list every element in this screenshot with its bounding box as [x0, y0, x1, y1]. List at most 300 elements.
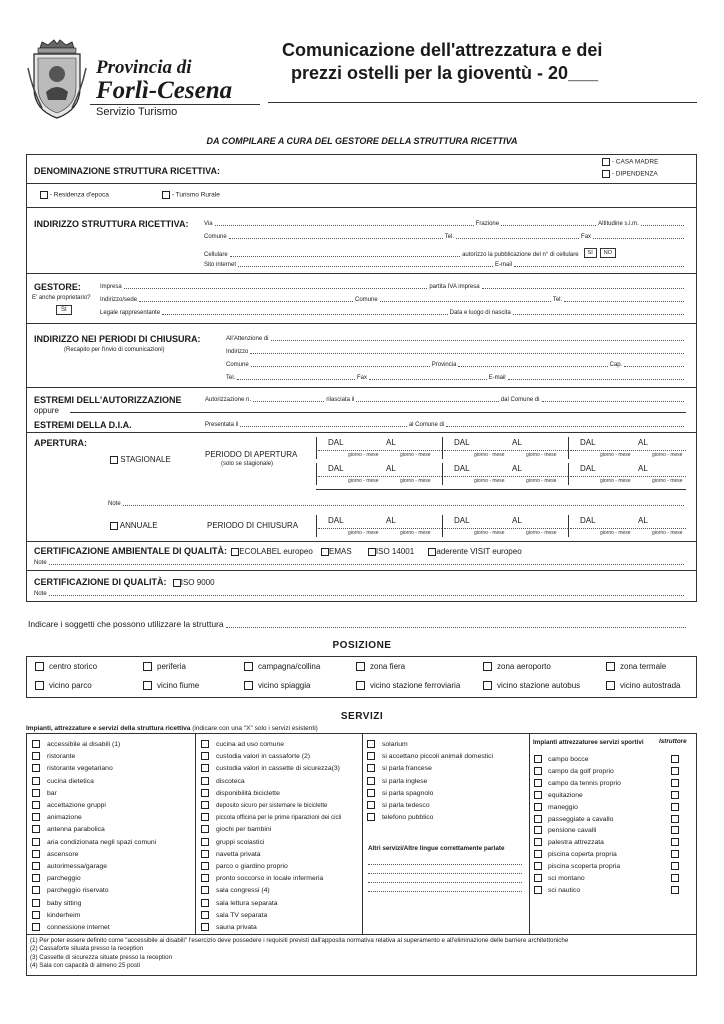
- posizione-option[interactable]: [356, 662, 405, 671]
- giorno-mese-caption: giorno - mese: [400, 452, 431, 458]
- servizio-item[interactable]: [32, 789, 57, 797]
- servizio-checkbox[interactable]: [201, 886, 209, 894]
- posizione-checkbox[interactable]: [356, 662, 365, 671]
- servizio-checkbox[interactable]: [201, 850, 209, 858]
- istruttore-checkbox[interactable]: [671, 767, 679, 775]
- posizione-label: centro storico: [49, 662, 98, 671]
- posizione-checkbox[interactable]: [143, 662, 152, 671]
- cellulare-row[interactable]: [204, 248, 616, 258]
- period-divider: [316, 437, 317, 459]
- casa-madre-checkbox[interactable]: [602, 158, 610, 166]
- sport-checkbox[interactable]: [534, 791, 542, 799]
- posizione-checkbox[interactable]: [244, 662, 253, 671]
- legale-row[interactable]: [100, 310, 686, 316]
- servizio-checkbox[interactable]: [367, 752, 375, 760]
- giorno-mese-caption: giorno - mese: [400, 478, 431, 484]
- cert-amb-note-row[interactable]: [34, 560, 686, 566]
- servizio-label: bar: [47, 789, 57, 797]
- sport-label: campo da tennis proprio: [548, 779, 621, 787]
- al-label: AL: [638, 516, 648, 525]
- servizio-label: animazione: [47, 813, 82, 821]
- servizio-checkbox[interactable]: [201, 801, 209, 809]
- servizio-checkbox[interactable]: [367, 740, 375, 748]
- posizione-option[interactable]: [35, 662, 97, 671]
- servizio-checkbox[interactable]: [32, 886, 40, 894]
- servizio-item[interactable]: [32, 850, 78, 858]
- al-label: AL: [638, 438, 648, 447]
- servizio-item[interactable]: [201, 813, 341, 821]
- servizio-item[interactable]: [32, 801, 106, 809]
- servizio-checkbox[interactable]: [201, 825, 209, 833]
- servizi-title: SERVIZI: [340, 711, 384, 722]
- servizio-item[interactable]: [367, 740, 408, 748]
- impresa-row[interactable]: [100, 284, 686, 290]
- sport-item[interactable]: [534, 803, 578, 811]
- servizio-checkbox[interactable]: [32, 825, 40, 833]
- residenza-option[interactable]: [40, 191, 109, 199]
- servizio-checkbox[interactable]: [367, 777, 375, 785]
- giorno-mese-caption: giorno - mese: [348, 530, 379, 536]
- date-line[interactable]: [570, 450, 686, 451]
- stagionale-checkbox[interactable]: [110, 456, 118, 464]
- istruttore-checkbox[interactable]: [671, 803, 679, 811]
- autorizzo-no-box[interactable]: NO: [600, 248, 616, 258]
- istruttore-checkbox[interactable]: [671, 874, 679, 882]
- giorno-mese-caption: giorno - mese: [600, 452, 631, 458]
- servizio-checkbox[interactable]: [367, 789, 375, 797]
- autorizzazione-row[interactable]: [205, 397, 686, 403]
- chiusura-email-label: E-mail: [488, 375, 506, 381]
- impresa-label: Impresa: [100, 284, 122, 290]
- servizi-col-divider: [362, 733, 363, 934]
- period-divider: [442, 437, 443, 459]
- servizio-item[interactable]: [201, 752, 310, 760]
- posizione-checkbox[interactable]: [35, 662, 44, 671]
- sito-row[interactable]: [204, 262, 686, 268]
- servizio-label: deposito sicuro per sistemare le biciclette: [216, 801, 328, 809]
- proprietario-si-box[interactable]: SI: [56, 305, 72, 315]
- servizio-item[interactable]: [367, 801, 430, 809]
- posizione-option[interactable]: [143, 681, 199, 690]
- posizione-checkbox[interactable]: [606, 662, 615, 671]
- period-divider: [568, 515, 569, 537]
- footnotes: [30, 937, 690, 971]
- servizio-item[interactable]: [201, 801, 327, 809]
- sport-item[interactable]: [534, 886, 580, 894]
- servizio-label: disponibilità biciclette: [216, 789, 280, 797]
- servizio-item[interactable]: [201, 777, 245, 785]
- giorno-mese-caption: giorno - mese: [526, 478, 557, 484]
- sport-item[interactable]: [534, 755, 588, 763]
- posizione-checkbox[interactable]: [35, 681, 44, 690]
- istruttore-checkbox[interactable]: [671, 826, 679, 834]
- posizione-option[interactable]: [143, 662, 186, 671]
- posizione-label: vicino parco: [49, 681, 92, 690]
- servizio-checkbox[interactable]: [367, 764, 375, 772]
- autorizzazione-label: ESTREMI DELL'AUTORIZZAZIONE: [34, 395, 182, 405]
- servizio-item[interactable]: [32, 874, 81, 882]
- iso14001-checkbox[interactable]: [368, 548, 376, 556]
- servizio-checkbox[interactable]: [32, 813, 40, 821]
- autorizzo-label: autorizzo la pubblicazione del n° di cellulare: [462, 252, 579, 258]
- sport-label: palestra attrezzata: [548, 839, 604, 847]
- sport-item[interactable]: [534, 791, 583, 799]
- page-title-line2: prezzi ostelli per la gioventù - 20___: [291, 63, 599, 83]
- sport-checkbox[interactable]: [534, 862, 542, 870]
- posizione-label: zona termale: [620, 662, 667, 671]
- posizione-label: vicino spiaggia: [258, 681, 311, 690]
- servizio-label: piccola officina per le prime riparazioni dei cicli: [216, 813, 342, 821]
- sito-label: Sito internet: [204, 262, 237, 268]
- dal-label: DAL: [328, 516, 344, 525]
- presentata-label: Presentata il: [205, 422, 239, 428]
- sport-item[interactable]: [534, 838, 604, 846]
- divider: [26, 541, 697, 542]
- al-label: AL: [386, 438, 396, 447]
- istruttore-checkbox[interactable]: [671, 886, 679, 894]
- indirizzo-label: INDIRIZZO STRUTTURA RICETTIVA:: [34, 219, 189, 229]
- servizio-checkbox[interactable]: [367, 801, 375, 809]
- servizio-checkbox[interactable]: [32, 752, 40, 760]
- dipendenza-label: - DIPENDENZA: [611, 170, 658, 178]
- servizio-checkbox[interactable]: [32, 764, 40, 772]
- sport-checkbox[interactable]: [534, 850, 542, 858]
- apertura-note-row[interactable]: [108, 501, 686, 507]
- footnote-divider: [26, 934, 697, 935]
- istruttore-checkbox[interactable]: [671, 755, 679, 763]
- sport-item[interactable]: [534, 850, 617, 858]
- comune-row[interactable]: [204, 234, 686, 240]
- servizio-label: parco o giardino proprio: [216, 862, 288, 870]
- servizio-label: sauna privata: [216, 923, 257, 931]
- dal-label: DAL: [454, 464, 470, 473]
- period-divider: [442, 515, 443, 537]
- servizio-item[interactable]: [32, 838, 156, 846]
- servizio-checkbox[interactable]: [201, 838, 209, 846]
- servizio-item[interactable]: [32, 813, 82, 821]
- servizio-checkbox[interactable]: [201, 923, 209, 931]
- posizione-checkbox[interactable]: [356, 681, 365, 690]
- servizio-item[interactable]: [201, 838, 264, 846]
- posizione-option[interactable]: [244, 662, 320, 671]
- servizio-checkbox[interactable]: [32, 740, 40, 748]
- sport-item[interactable]: [534, 874, 585, 882]
- chiusura-indirizzo-row[interactable]: [226, 349, 686, 355]
- date-line[interactable]: [444, 528, 568, 529]
- sport-label: piscina coperta propria: [548, 850, 617, 858]
- posizione-label: periferia: [157, 662, 186, 671]
- sport-label: passeggiate a cavallo: [548, 815, 614, 823]
- gestore-tel-label: Tel.: [552, 297, 563, 303]
- dia-label: ESTREMI DELLA D.I.A.: [34, 420, 132, 430]
- servizio-checkbox[interactable]: [32, 862, 40, 870]
- sport-item[interactable]: [534, 826, 596, 834]
- servizio-item[interactable]: [201, 899, 278, 907]
- piva-label: partita IVA impresa: [429, 284, 480, 290]
- servizio-item[interactable]: [201, 923, 257, 931]
- posizione-checkbox[interactable]: [483, 662, 492, 671]
- giorno-mese-caption: giorno - mese: [348, 452, 379, 458]
- residenza-checkbox[interactable]: [40, 191, 48, 199]
- cert-q-label: CERTIFICAZIONE DI QUALITÀ:: [34, 577, 167, 587]
- posizione-checkbox[interactable]: [606, 681, 615, 690]
- servizio-checkbox[interactable]: [201, 813, 209, 821]
- giorno-mese-caption: giorno - mese: [400, 530, 431, 536]
- servizio-item[interactable]: [32, 862, 107, 870]
- date-line[interactable]: [318, 476, 442, 477]
- servizio-item[interactable]: [201, 862, 288, 870]
- servizio-checkbox[interactable]: [32, 923, 40, 931]
- date-line[interactable]: [444, 476, 568, 477]
- servizio-item[interactable]: [32, 764, 113, 772]
- turismo-rurale-label: - Turismo Rurale: [171, 191, 220, 199]
- servizio-checkbox[interactable]: [32, 911, 40, 919]
- sport-label: sci nautico: [548, 886, 581, 894]
- dal-label: DAL: [580, 464, 596, 473]
- al-label: AL: [386, 516, 396, 525]
- servizio-item[interactable]: [32, 740, 120, 748]
- gestore-comune-label: Comune: [354, 297, 378, 303]
- posizione-option[interactable]: [35, 681, 92, 690]
- divider: [26, 387, 697, 388]
- servizio-label: accessibile ai disabili (1): [47, 740, 121, 748]
- servizio-item[interactable]: [32, 899, 81, 907]
- posizione-option[interactable]: [606, 662, 666, 671]
- posizione-label: vicino stazione ferroviaria: [370, 681, 461, 690]
- casa-madre-option[interactable]: [602, 158, 658, 166]
- servizio-checkbox[interactable]: [32, 789, 40, 797]
- istruttore-checkbox[interactable]: [671, 779, 679, 787]
- sport-label: equitazione: [548, 791, 583, 799]
- stagionale-label: STAGIONALE: [120, 455, 171, 464]
- servizio-item[interactable]: [32, 825, 105, 833]
- header-divider-right: [268, 102, 697, 103]
- servizio-item[interactable]: [32, 923, 110, 931]
- chiusura-comune-row[interactable]: [226, 362, 686, 368]
- servizio-label: parcheggio riservato: [47, 887, 109, 895]
- giorno-mese-caption: giorno - mese: [526, 530, 557, 536]
- servizi-intro: [26, 725, 318, 732]
- oppure-line: [70, 412, 686, 413]
- servizio-checkbox[interactable]: [32, 850, 40, 858]
- iso14001-label: ISO 14001: [375, 547, 415, 556]
- servizio-item[interactable]: [201, 911, 267, 919]
- servizio-checkbox[interactable]: [32, 899, 40, 907]
- servizio-item[interactable]: [201, 764, 340, 772]
- sport-checkbox[interactable]: [534, 874, 542, 882]
- attenzione-row[interactable]: [226, 336, 686, 342]
- servizio-item[interactable]: [367, 752, 493, 760]
- servizio-item[interactable]: [201, 825, 271, 833]
- cert-q-note-row[interactable]: [34, 591, 686, 597]
- denominazione-label: DENOMINAZIONE STRUTTURA RICETTIVA:: [34, 166, 220, 176]
- istruttore-label: Istruttore: [659, 738, 687, 745]
- header-divider-left: [90, 104, 260, 105]
- sport-checkbox[interactable]: [534, 755, 542, 763]
- posizione-label: vicino autostrada: [620, 681, 681, 690]
- posizione-option[interactable]: [356, 681, 460, 690]
- servizio-checkbox[interactable]: [201, 862, 209, 870]
- posizione-checkbox[interactable]: [483, 681, 492, 690]
- istruttore-checkbox[interactable]: [671, 850, 679, 858]
- al-label: AL: [386, 464, 396, 473]
- annuale-option[interactable]: [110, 521, 158, 530]
- cert-amb-label: CERTIFICAZIONE AMBIENTALE DI QUALITÀ:: [34, 546, 227, 556]
- servizio-checkbox[interactable]: [201, 752, 209, 760]
- sport-item[interactable]: [534, 779, 621, 787]
- divider: [26, 183, 697, 184]
- servizio-checkbox[interactable]: [32, 874, 40, 882]
- servizio-item[interactable]: [367, 777, 427, 785]
- iso9000-checkbox[interactable]: [173, 579, 181, 587]
- nascita-label: Data e luogo di nascita: [449, 310, 511, 316]
- servizio-item[interactable]: [367, 764, 432, 772]
- sport-checkbox[interactable]: [534, 803, 542, 811]
- sport-checkbox[interactable]: [534, 886, 542, 894]
- servizio-checkbox[interactable]: [201, 899, 209, 907]
- servizio-label: si parla francese: [382, 765, 432, 773]
- dipendenza-option[interactable]: [602, 170, 658, 178]
- giorno-mese-caption: giorno - mese: [652, 530, 683, 536]
- servizio-label: sala lettura separata: [216, 899, 278, 907]
- servizio-item[interactable]: [32, 777, 94, 785]
- period-divider: [442, 463, 443, 485]
- servizio-checkbox[interactable]: [367, 813, 375, 821]
- servizio-item[interactable]: [201, 850, 261, 858]
- sport-item[interactable]: [534, 862, 620, 870]
- autorizzo-si-box[interactable]: SI: [584, 248, 597, 258]
- giorno-mese-caption: giorno - mese: [474, 478, 505, 484]
- annuale-checkbox[interactable]: [110, 522, 118, 530]
- servizio-checkbox[interactable]: [201, 777, 209, 785]
- servizio-checkbox[interactable]: [201, 789, 209, 797]
- servizio-label: cucina ad uso comune: [216, 740, 285, 748]
- date-line[interactable]: [318, 450, 442, 451]
- divider: [26, 273, 697, 274]
- giorno-mese-caption: giorno - mese: [526, 452, 557, 458]
- sport-checkbox[interactable]: [534, 838, 542, 846]
- servizio-item[interactable]: [201, 789, 280, 797]
- sede-row[interactable]: [100, 297, 686, 303]
- divider: [26, 432, 697, 433]
- servizio-item[interactable]: [367, 813, 433, 821]
- sport-checkbox[interactable]: [534, 779, 542, 787]
- servizio-item[interactable]: [32, 752, 75, 760]
- istruttore-checkbox[interactable]: [671, 862, 679, 870]
- sport-checkbox[interactable]: [534, 767, 542, 775]
- servizio-checkbox[interactable]: [201, 740, 209, 748]
- servizio-item[interactable]: [201, 874, 323, 882]
- giorno-mese-caption: giorno - mese: [348, 478, 379, 484]
- chiusura-comune-label: Comune: [226, 362, 249, 368]
- proprietario-label: E' anche proprietario?: [32, 295, 91, 301]
- servizio-item[interactable]: [32, 886, 109, 894]
- servizio-item[interactable]: [367, 789, 433, 797]
- cert-q-note-label: Note: [34, 591, 47, 597]
- al-label: AL: [512, 464, 522, 473]
- period-bottom-line: [316, 489, 686, 490]
- period-divider: [316, 463, 317, 485]
- istruttore-checkbox[interactable]: [671, 791, 679, 799]
- chiusura-tel-label: Tel.: [226, 375, 236, 381]
- turismo-rurale-option[interactable]: [162, 191, 220, 199]
- sport-label: piscina scoperta propria: [548, 862, 621, 870]
- via-row[interactable]: [204, 221, 686, 227]
- servizio-checkbox[interactable]: [201, 764, 209, 772]
- turismo-rurale-checkbox[interactable]: [162, 191, 170, 199]
- date-line[interactable]: [570, 476, 686, 477]
- posizione-checkbox[interactable]: [143, 681, 152, 690]
- date-line[interactable]: [570, 528, 686, 529]
- posizione-option[interactable]: [244, 681, 310, 690]
- giorno-mese-caption: giorno - mese: [474, 452, 505, 458]
- dia-row[interactable]: [205, 422, 686, 428]
- sport-checkbox[interactable]: [534, 815, 542, 823]
- date-line[interactable]: [444, 450, 568, 451]
- footnote: (3) Cassette di sicurezza situate presso la reception: [30, 953, 173, 961]
- servizio-label: connessione internet: [47, 923, 110, 931]
- giorno-mese-caption: giorno - mese: [652, 452, 683, 458]
- posizione-checkbox[interactable]: [244, 681, 253, 690]
- period-divider: [568, 463, 569, 485]
- posizione-option[interactable]: [483, 681, 580, 690]
- dal-label: DAL: [328, 464, 344, 473]
- chiusura-tel-row[interactable]: [226, 375, 686, 381]
- servizio-label: baby sitting: [47, 899, 82, 907]
- apertura-note-label: Note: [108, 501, 121, 507]
- servizio-label: sala congressi (4): [216, 887, 270, 895]
- al-comune-label: al Comune di: [408, 422, 445, 428]
- giorno-mese-caption: giorno - mese: [600, 478, 631, 484]
- period-divider: [316, 515, 317, 537]
- servizio-checkbox[interactable]: [201, 874, 209, 882]
- servizio-checkbox[interactable]: [32, 801, 40, 809]
- istruttore-checkbox[interactable]: [671, 815, 679, 823]
- period-divider: [568, 437, 569, 459]
- servizio-checkbox[interactable]: [32, 838, 40, 846]
- autorizzazione-n-label: Autorizzazione n.: [205, 397, 252, 403]
- soggetti-row[interactable]: [28, 619, 688, 629]
- altri-lingue-lines[interactable]: [368, 856, 522, 892]
- servizio-checkbox[interactable]: [32, 777, 40, 785]
- servizio-item[interactable]: [32, 911, 80, 919]
- dal-label: DAL: [328, 438, 344, 447]
- periodo-apertura-label: PERIODO DI APERTURA: [205, 450, 298, 459]
- posizione-option[interactable]: [606, 681, 680, 690]
- giorno-mese-caption: giorno - mese: [652, 478, 683, 484]
- sport-item[interactable]: [534, 767, 614, 775]
- dal-label: DAL: [580, 516, 596, 525]
- iso9000-label: ISO 9000: [180, 578, 215, 587]
- sport-item[interactable]: [534, 815, 613, 823]
- frazione-label: Frazione: [475, 221, 500, 227]
- servizio-checkbox[interactable]: [201, 911, 209, 919]
- servizio-label: ascensore: [47, 850, 79, 858]
- servizio-item[interactable]: [201, 740, 284, 748]
- emas-checkbox[interactable]: [321, 548, 329, 556]
- sport-checkbox[interactable]: [534, 826, 542, 834]
- date-line[interactable]: [318, 528, 442, 529]
- istruttore-checkbox[interactable]: [671, 838, 679, 846]
- stagionale-option[interactable]: [110, 455, 171, 464]
- servizio-label: cucina dietetica: [47, 777, 94, 785]
- servizio-item[interactable]: [201, 886, 270, 894]
- dal-label: DAL: [454, 438, 470, 447]
- dipendenza-checkbox[interactable]: [602, 170, 610, 178]
- sport-label: maneggio: [548, 803, 578, 811]
- posizione-option[interactable]: [483, 662, 551, 671]
- sport-title: Impianti attrezzaturee servizi sportivi: [533, 739, 644, 746]
